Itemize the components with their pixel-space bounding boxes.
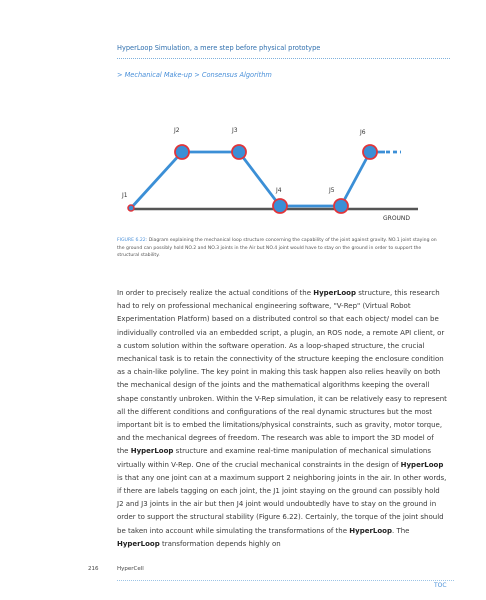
- page-number: 216: [88, 566, 99, 572]
- toc-link[interactable]: TOC: [434, 582, 447, 589]
- figure-caption-text: Diagram explaining the mechanical loop structure concerning the capability of the joint against gravity. NO.1 joint staying on the ground can possibly hold NO.2 and NO.3 joints in the Air but NO.4 joint would have to stay on the ground in order to support the structural stability.: [117, 238, 437, 259]
- running-title: HyperCell: [117, 566, 144, 572]
- body-text-segment: structure and examine real-time manipulation of mechanical simulations virtually within V-Rep. One of the crucial mechanical constraints in the design of: [117, 447, 431, 469]
- joint-j2-marker: [175, 145, 189, 159]
- loop-structure-diagram: [110, 118, 430, 230]
- body-text-segment: transformation depends highly on: [159, 539, 281, 548]
- joint-j3-marker: [232, 145, 246, 159]
- joint-j5-label: J5: [329, 187, 335, 194]
- hyperloop-term: HyperLoop: [130, 447, 174, 456]
- body-paragraph: [117, 287, 447, 551]
- joint-markers: [128, 145, 377, 213]
- joint-j5-marker: [334, 199, 348, 213]
- body-text-segment: In order to precisely realize the actual conditions of the: [117, 289, 314, 297]
- joint-j6-marker: [363, 145, 377, 159]
- joint-j1-marker: [128, 205, 134, 211]
- figure-caption: [117, 237, 440, 260]
- joint-j4-label: J4: [276, 187, 282, 194]
- joint-j1-label: J1: [122, 192, 128, 199]
- joint-j4-marker: [273, 199, 287, 213]
- loop-polyline: [131, 152, 385, 208]
- header-divider: [117, 58, 450, 59]
- joint-j6-label: J6: [360, 129, 366, 136]
- chapter-title: HyperLoop Simulation, a mere step before physical prototype: [117, 44, 321, 52]
- breadcrumb: > Mechanical Make-up > Consensus Algorithm: [117, 71, 272, 79]
- hyperloop-term: HyperLoop: [117, 539, 160, 548]
- body-text-segment: structure, this research had to rely on professional mechanical engineering software, "V-Rep" (Virtual Robot Experimentation Platform) based on a distributed control so that each object/ model can be individually controlled via an embedded script, a plugin, an ROS node, a remote API client, or a custom solution within the software operation. As a loop-shaped structure, the crucial mechanical task is to retain the connectivity of the structure keeping the enclosure condition as a chain-like polyline. The key point in making this task happen also relies heavily on both the mechanical design of the joints and the mathematical algorithms keeping the overall shape constantly unbroken. Within the V-Rep simulation, it can be relatively easy to represent all the different conditions and configurations of the real dynamic structures but the most important bit is to embed the limitations/physical constraints, such as gravity, motor torque, and the mechanical degrees of freedom. The research was able to import the 3D model of the: [117, 289, 447, 456]
- joint-j2-label: J2: [174, 127, 180, 134]
- footer-divider: [117, 580, 454, 581]
- hyperloop-term: HyperLoop: [313, 289, 356, 297]
- figure-caption-label: FIGURE 6.22:: [117, 238, 148, 243]
- hyperloop-term: HyperLoop: [349, 526, 393, 535]
- body-text-segment: . The: [392, 526, 410, 535]
- joint-j3-label: J3: [232, 127, 238, 134]
- body-text-segment: is that any one joint can at a maximum support 2 neighboring joints in the air. In other words, if there are labels tagging on each joint, the J1 joint staying on the ground can possibly hold J2 and J3 joints in the air but then J4 joint would undoubtedly have to stay on the ground in order to support the structural stability (Figure 6.22). Certainly, the torque of the joint should be taken into account while simulating the transformations of the: [117, 473, 447, 535]
- hyperloop-term: HyperLoop: [400, 460, 444, 469]
- ground-label: GROUND: [383, 215, 411, 222]
